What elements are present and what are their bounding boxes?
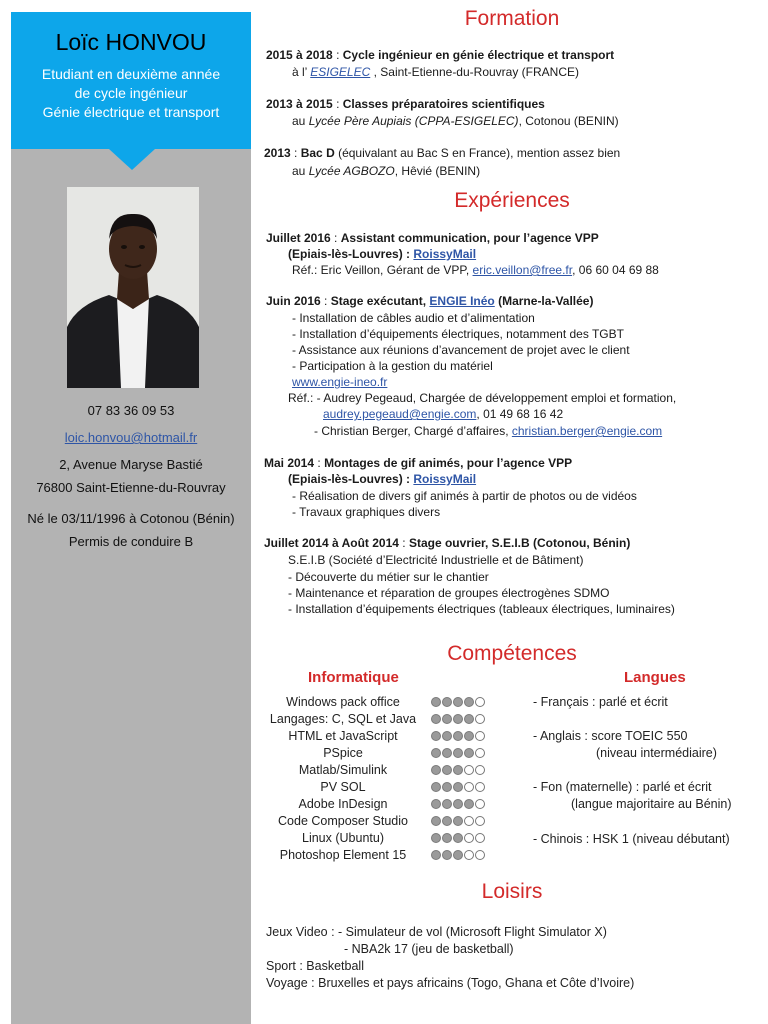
skill-rating [431, 782, 485, 792]
experience-dates: Juin 2016 [266, 294, 321, 308]
address-line-1: 2, Avenue Maryse Bastié [59, 457, 203, 472]
text: , Saint-Etienne-du-Rouvray (FRANCE) [370, 65, 579, 79]
section-title-loisirs: Loisirs [481, 880, 543, 903]
language-detail: (niveau intermédiaire) [596, 746, 717, 760]
experience-header [264, 455, 572, 471]
rating-dot-filled [431, 833, 441, 843]
subtitle-line: Génie électrique et transport [42, 104, 220, 120]
rating-dot-filled [442, 799, 452, 809]
skill-row [262, 746, 522, 763]
rating-dot-filled [431, 697, 441, 707]
rating-dot-filled [453, 799, 463, 809]
rating-dot-empty [464, 782, 474, 792]
separator: : [330, 231, 341, 245]
bullet-item: - Assistance aux réunions d’avancement de projet avec le client [292, 343, 630, 357]
skill-rating [431, 799, 485, 809]
skill-row [262, 797, 522, 814]
rating-dot-filled [442, 833, 452, 843]
rating-dot-filled [431, 748, 441, 758]
text: (équivalant au Bac S en France), mention assez bien [334, 146, 621, 160]
informatique-title: Informatique [308, 669, 399, 686]
rating-dot-filled [464, 714, 474, 724]
formation-degree: Classes préparatoires scientifiques [342, 97, 545, 111]
skill-row [262, 831, 522, 848]
formation-item [266, 96, 545, 112]
rating-dot-filled [431, 731, 441, 741]
skill-name: PV SOL [320, 780, 366, 794]
school-link[interactable]: ESIGELEC [310, 65, 371, 79]
text: (Epiais-lès-Louvres) : [288, 472, 414, 486]
skill-name: Matlab/Simulink [298, 763, 388, 777]
bullet-item: - Maintenance et réparation de groupes électrogènes SDMO [288, 586, 610, 600]
rating-dot-filled [442, 782, 452, 792]
rating-dot-empty [475, 799, 485, 809]
email-wrapper [11, 430, 251, 445]
bullet-item: - Participation à la gestion du matériel [292, 359, 493, 373]
rating-dot-empty [475, 833, 485, 843]
experience-place [288, 471, 476, 487]
rating-dot-empty [464, 833, 474, 843]
language-line: - Anglais : score TOEIC 550 [533, 729, 688, 743]
bullet-item: - Installation de câbles audio et d’alimentation [292, 311, 535, 325]
text: , 06 60 04 69 88 [572, 263, 659, 277]
reference-email-link[interactable]: eric.veillon@free.fr [472, 263, 573, 277]
profile-subtitle [11, 65, 251, 122]
rating-dot-filled [442, 816, 452, 826]
separator: : [314, 456, 325, 470]
formation-school-line [292, 113, 619, 129]
text: , 01 49 68 16 42 [476, 407, 564, 421]
reference-line: Réf.: - Audrey Pegeaud, Chargée de développement emploi et formation, [288, 391, 677, 405]
formation-item [264, 145, 620, 161]
experience-role: Assistant communication, pour l’agence VPP [340, 231, 599, 245]
text: au [292, 164, 309, 178]
subtitle-line: de cycle ingénieur [74, 85, 188, 101]
skill-name: Langages: C, SQL et Java [269, 712, 417, 726]
experience-reference [292, 262, 659, 278]
bullet-item: - Découverte du métier sur le chantier [288, 570, 489, 584]
rating-dot-filled [442, 850, 452, 860]
experience-role: Stage exécutant, [330, 294, 430, 308]
rating-dot-empty [475, 714, 485, 724]
bullet-item: - Installation d’équipements électriques (tableaux électriques, luminaires) [288, 602, 675, 616]
skill-name: PSpice [323, 746, 363, 760]
rating-dot-filled [431, 816, 441, 826]
text: Réf.: Eric Veillon, Gérant de VPP, [292, 263, 473, 277]
rating-dot-empty [464, 816, 474, 826]
formation-school-line [292, 64, 579, 80]
formation-dates: 2013 [264, 146, 291, 160]
text: - Christian Berger, Chargé d’affaires, [314, 424, 512, 438]
rating-dot-empty [475, 731, 485, 741]
text: (Epiais-lès-Louvres) : [288, 247, 414, 261]
skill-rating [431, 816, 485, 826]
person-name: Loïc HONVOU [55, 29, 207, 55]
skill-rating [431, 850, 485, 860]
experience-header [266, 293, 593, 309]
skill-row [262, 729, 522, 746]
experience-place [288, 246, 476, 262]
rating-dot-empty [464, 850, 474, 860]
language-line: - Français : parlé et écrit [533, 695, 668, 709]
rating-dot-empty [475, 850, 485, 860]
experience-dates: Juillet 2016 [266, 231, 331, 245]
reference-contact [323, 406, 563, 422]
website-link[interactable]: www.engie-ineo.fr [292, 375, 388, 389]
skill-name: Adobe InDesign [298, 797, 388, 811]
rating-dot-filled [464, 748, 474, 758]
skill-name: Photoshop Element 15 [279, 848, 407, 862]
sidebar [11, 12, 251, 1024]
company-link[interactable]: RoissyMail [413, 247, 477, 261]
rating-dot-empty [475, 816, 485, 826]
rating-dot-filled [453, 850, 463, 860]
text: , Cotonou (BENIN) [518, 114, 619, 128]
skill-rating [431, 833, 485, 843]
rating-dot-empty [475, 748, 485, 758]
rating-dot-filled [464, 697, 474, 707]
company-link[interactable]: ENGIE Inéo [429, 294, 495, 308]
text: à l’ [292, 65, 311, 79]
section-title-competences: Compétences [447, 642, 577, 665]
experience-place: (Marne-la-Vallée) [494, 294, 594, 308]
hobby-games: Jeux Video : - Simulateur de vol (Microsoft Flight Simulator X) [266, 925, 607, 939]
langues-title: Langues [624, 669, 686, 686]
skill-rating [431, 765, 485, 775]
text: , Hêvié (BENIN) [394, 164, 481, 178]
rating-dot-filled [431, 850, 441, 860]
skill-name: Linux (Ubuntu) [302, 831, 384, 845]
rating-dot-filled [464, 799, 474, 809]
hobby-sport: Sport : Basketball [266, 959, 364, 973]
rating-dot-filled [431, 799, 441, 809]
phone-number: 07 83 36 09 53 [87, 403, 175, 418]
formation-degree: Bac D [300, 146, 335, 160]
hobby-games-2: - NBA2k 17 (jeu de basketball) [344, 942, 514, 956]
formation-item [266, 47, 614, 63]
language-line: - Fon (maternelle) : parlé et écrit [533, 780, 712, 794]
driving-license: Permis de conduire B [68, 534, 194, 549]
rating-dot-filled [464, 731, 474, 741]
language-line: - Chinois : HSK 1 (niveau débutant) [533, 832, 730, 846]
rating-dot-filled [453, 765, 463, 775]
rating-dot-empty [475, 697, 485, 707]
reference-line [314, 423, 662, 439]
skill-name: Windows pack office [286, 695, 400, 709]
rating-dot-filled [442, 731, 452, 741]
section-title-formation: Formation [464, 7, 560, 30]
separator: : [398, 536, 409, 550]
skill-row [262, 763, 522, 780]
reference-email-link[interactable]: audrey.pegeaud@engie.com [323, 407, 477, 421]
profile-photo [67, 187, 199, 388]
experience-header [266, 230, 599, 246]
skill-rating [431, 714, 485, 724]
skill-rating [431, 697, 485, 707]
rating-dot-filled [431, 782, 441, 792]
skill-row [262, 712, 522, 729]
formation-dates: 2013 à 2015 [266, 97, 333, 111]
experience-description: S.E.I.B (Société d’Electricité Industrielle et de Bâtiment) [288, 553, 584, 567]
rating-dot-filled [431, 714, 441, 724]
formation-degree: Cycle ingénieur en génie électrique et transport [342, 48, 615, 62]
header-pointer [109, 149, 155, 170]
rating-dot-filled [453, 731, 463, 741]
rating-dot-filled [442, 714, 452, 724]
reference-email-link[interactable]: christian.berger@engie.com [511, 424, 663, 438]
rating-dot-filled [453, 782, 463, 792]
skill-row [262, 814, 522, 831]
rating-dot-filled [453, 697, 463, 707]
rating-dot-empty [475, 782, 485, 792]
section-title-experiences: Expériences [454, 189, 570, 212]
skill-row [262, 848, 522, 865]
language-detail: (langue majoritaire au Bénin) [571, 797, 732, 811]
skill-row [262, 695, 522, 712]
rating-dot-filled [453, 816, 463, 826]
experience-role: Stage ouvrier, S.E.I.B (Cotonou, Bénin) [408, 536, 631, 550]
separator: : [320, 294, 331, 308]
formation-school-line [292, 163, 480, 179]
skill-name: HTML et JavaScript [288, 729, 398, 743]
rating-dot-filled [442, 765, 452, 775]
skill-name: Code Composer Studio [278, 814, 408, 828]
email-link[interactable]: loic.honvou@hotmail.fr [64, 430, 198, 445]
address-line-2: 76800 Saint-Etienne-du-Rouvray [36, 480, 226, 495]
rating-dot-filled [453, 748, 463, 758]
skill-rating [431, 748, 485, 758]
text: au [292, 114, 309, 128]
hobby-travel: Voyage : Bruxelles et pays africains (Togo, Ghana et Côte d’Ivoire) [266, 976, 635, 990]
formation-dates: 2015 à 2018 [266, 48, 333, 62]
bullet-item: - Réalisation de divers gif animés à partir de photos ou de vidéos [292, 489, 637, 503]
experience-dates: Mai 2014 [264, 456, 315, 470]
rating-dot-filled [442, 697, 452, 707]
rating-dot-filled [442, 748, 452, 758]
skill-rating [431, 731, 485, 741]
rating-dot-empty [464, 765, 474, 775]
separator: : [332, 48, 343, 62]
profile-header [11, 12, 251, 149]
rating-dot-empty [475, 765, 485, 775]
separator: : [332, 97, 343, 111]
bullet-item: - Travaux graphiques divers [292, 505, 441, 519]
school-name: Lycée Père Aupiais (CPPA-ESIGELEC) [308, 114, 519, 128]
subtitle-line: Etudiant en deuxième année [41, 66, 221, 82]
website-wrapper [292, 374, 387, 390]
school-name: Lycée AGBOZO [308, 164, 395, 178]
rating-dot-filled [453, 833, 463, 843]
experience-header [264, 535, 630, 551]
rating-dot-filled [453, 714, 463, 724]
separator: : [290, 146, 301, 160]
experience-role: Montages de gif animés, pour l’agence VPP [324, 456, 573, 470]
company-link[interactable]: RoissyMail [413, 472, 477, 486]
bullet-item: - Installation d’équipements électriques, notamment des TGBT [292, 327, 624, 341]
experience-dates: Juillet 2014 à Août 2014 [264, 536, 399, 550]
rating-dot-filled [431, 765, 441, 775]
skill-row [262, 780, 522, 797]
birth-info: Né le 03/11/1996 à Cotonou (Bénin) [27, 511, 235, 526]
